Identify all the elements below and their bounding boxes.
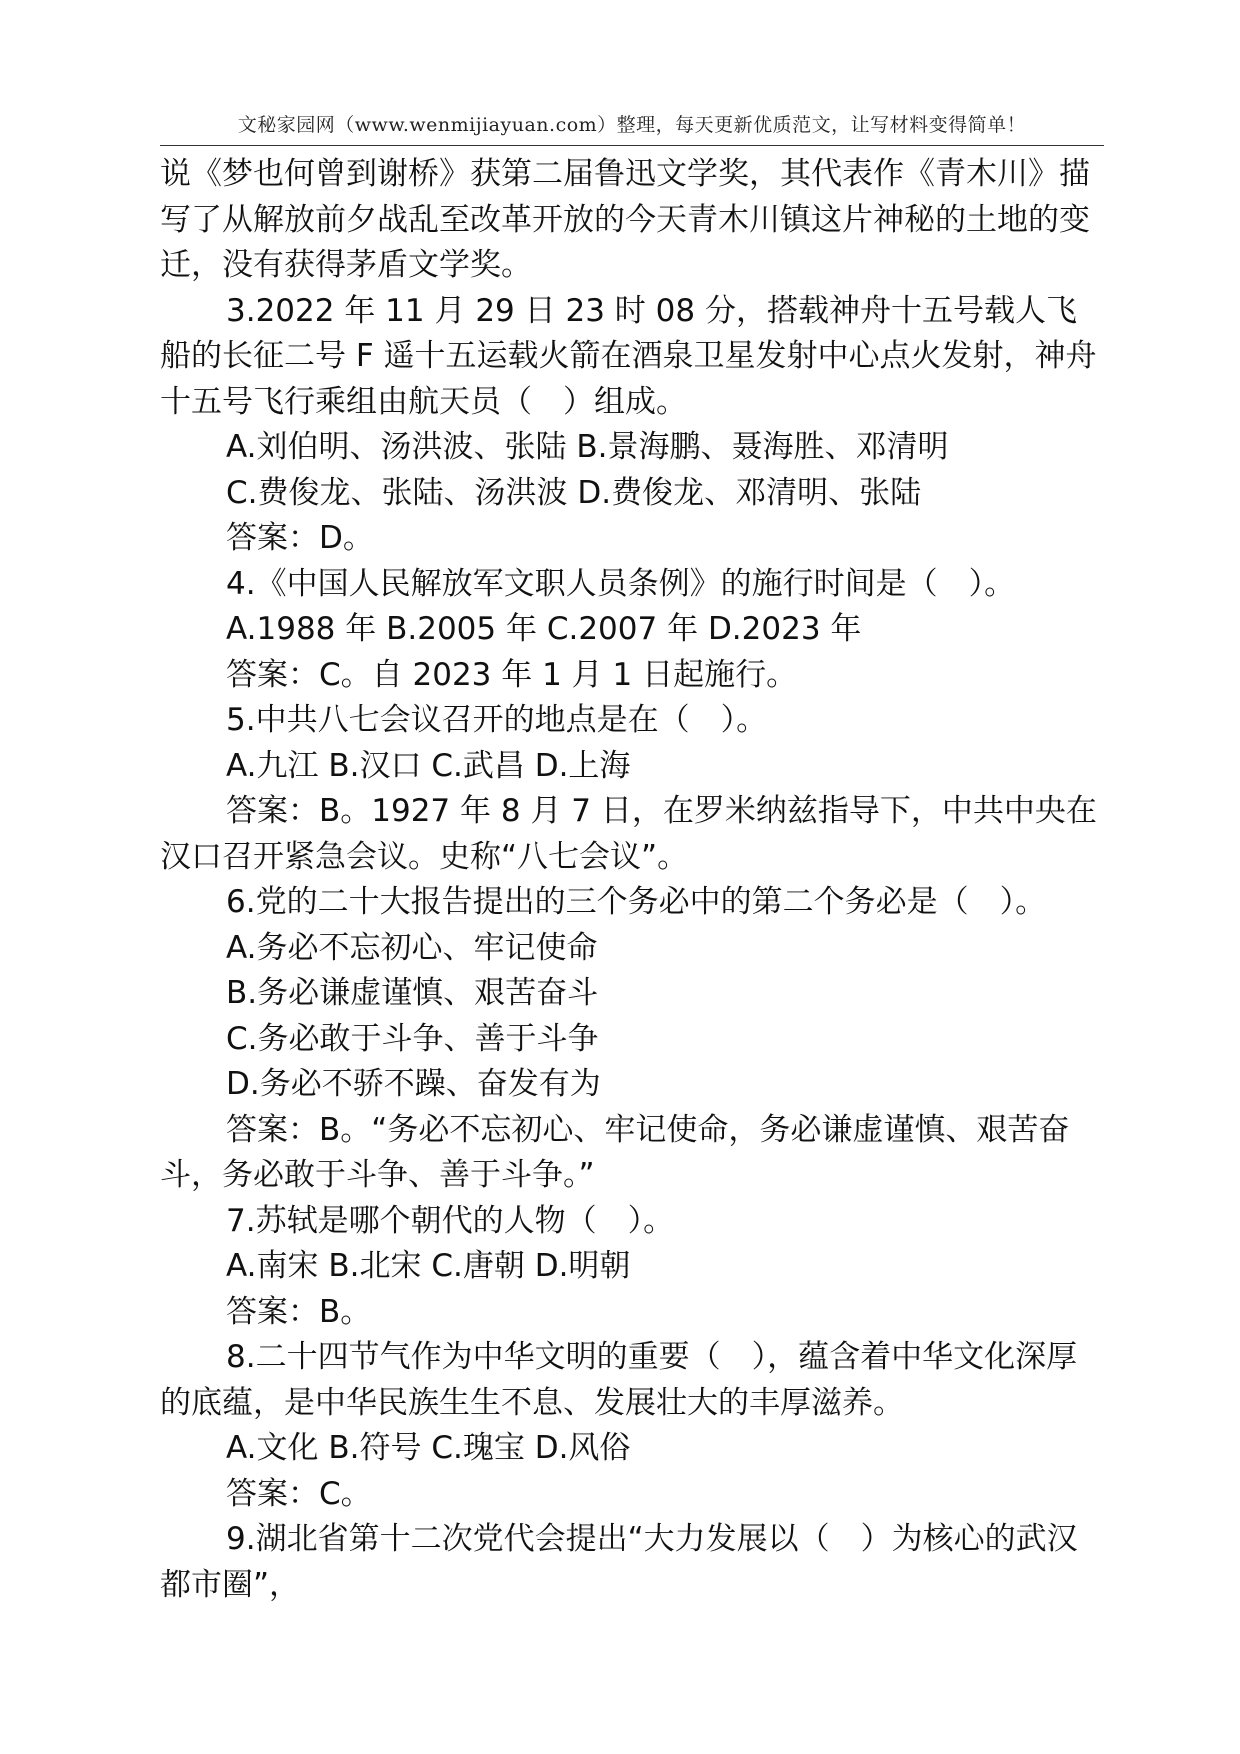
question-7-answer: 答案：B。 [226, 1293, 372, 1330]
question-6-option-a: A.务必不忘初心、牢记使命 [226, 929, 598, 966]
question-5: 5.中共八七会议召开的地点是在（ ）。 [226, 702, 768, 738]
question-3: 3.2022 年 11 月 29 日 23 时 08 分，搭载神舟十五号载人飞船的长征二号 F 遥十五运载火箭在酒泉卫星发射中心点火发射，神舟十五号飞行乘组由航天员（ ）组成。 [160, 292, 1097, 420]
question-7-options: A.南宋 B.北宋 C.唐朝 D.明朝 [226, 1248, 631, 1284]
question-7: 7.苏轼是哪个朝代的人物（ ）。 [226, 1202, 675, 1239]
question-3-options-cd: C.费俊龙、张陆、汤洪波 D.费俊龙、邓清明、张陆 [226, 474, 922, 511]
question-4-options: A.1988 年 B.2005 年 C.2007 年 D.2023 年 [226, 611, 862, 647]
question-4: 4.《中国人民解放军文职人员条例》的施行时间是（ ）。 [226, 565, 1016, 602]
question-6-answer: 答案：B。“务必不忘初心、牢记使命，务必谦虚谨慎、艰苦奋斗，务必敢于斗争、善于斗争。” [160, 1111, 1070, 1193]
paragraph-continuation: 说《梦也何曾到谢桥》获第二届鲁迅文学奖，其代表作《青木川》描写了从解放前夕战乱至改革开放的今天青木川镇这片神秘的土地的变迁，没有获得茅盾文学奖。 [160, 156, 1090, 283]
question-3-answer: 答案：D。 [226, 520, 374, 556]
question-8-answer: 答案：C。 [226, 1475, 372, 1512]
question-8: 8.二十四节气作为中华文明的重要（ ），蕴含着中华文化深厚的底蕴，是中华民族生生不息、发展壮大的丰厚滋养。 [160, 1339, 1078, 1421]
question-6-option-d: D.务必不骄不躁、奋发有为 [226, 1066, 601, 1102]
question-9: 9.湖北省第十二次党代会提出“大力发展以（ ）为核心的武汉都市圈”， [160, 1521, 1078, 1603]
document-body [160, 152, 1104, 1608]
question-3-options-ab: A.刘伯明、汤洪波、张陆 B.景海鹏、聂海胜、邓清明 [226, 429, 949, 465]
question-4-answer: 答案：C。自 2023 年 1 月 1 日起施行。 [226, 656, 798, 693]
question-8-options: A.文化 B.符号 C.瑰宝 D.风俗 [226, 1430, 631, 1466]
question-5-options: A.九江 B.汉口 C.武昌 D.上海 [226, 747, 631, 784]
page-header: 文秘家园网（www.wenmijiayuan.com）整理，每天更新优质范文，让写材料变得简单！ [237, 114, 1027, 136]
question-6-option-c: C.务必敢于斗争、善于斗争 [226, 1020, 599, 1057]
question-6: 6.党的二十大报告提出的三个务必中的第二个务必是（ ）。 [226, 884, 1047, 920]
question-6-option-b: B.务必谦虚谨慎、艰苦奋斗 [226, 975, 599, 1011]
question-5-answer: 答案：B。1927 年 8 月 7 日，在罗米纳兹指导下，中共中央在汉口召开紧急会议。史称“八七会议”。 [160, 793, 1097, 875]
header-divider [160, 145, 1104, 146]
